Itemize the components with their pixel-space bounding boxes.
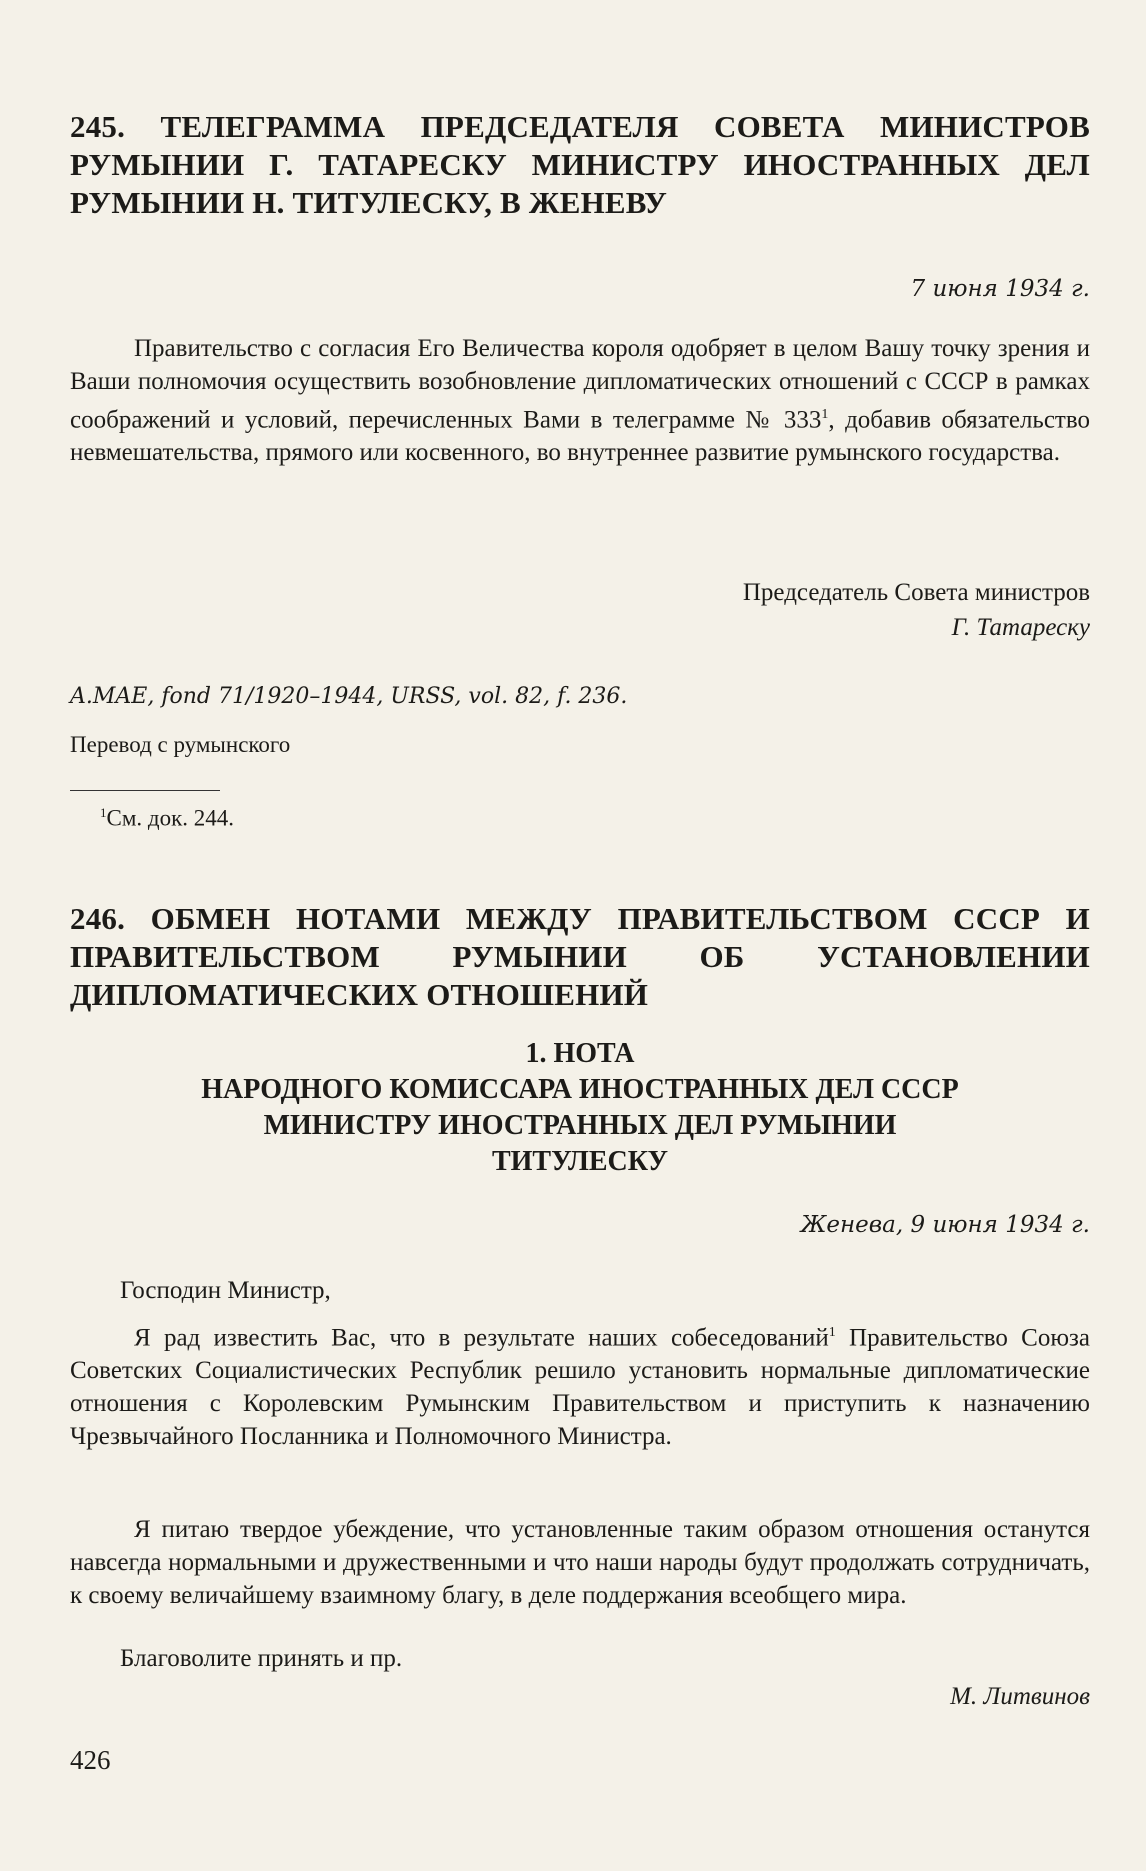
footnote-mark: 1: [100, 805, 107, 820]
doc-245-source: A.MAE, fond 71/1920–1944, URSS, vol. 82, f. 236.: [70, 684, 628, 709]
footnote-ref: 1: [821, 407, 829, 422]
doc-245-body-text-cont: , добавив обязательство невмешательства, прямого или косвенного, во внутреннее развитие румынского государства.: [70, 406, 1090, 467]
note-heading-line1: 1. НОТА: [525, 1038, 635, 1069]
doc-246-signature: М. Литвинов: [950, 1683, 1090, 1710]
p1-text: Я рад известить Вас, что в результате наших собеседований: [134, 1324, 829, 1352]
doc-245-signer-name: Г. Татареску: [951, 614, 1090, 641]
page-number: 426: [70, 1745, 111, 1775]
note-heading-line2: НАРОДНОГО КОМИССАРА ИНОСТРАННЫХ ДЕЛ СССР: [201, 1074, 959, 1105]
note-heading-line4: ТИТУЛЕСКУ: [491, 1146, 669, 1177]
doc-246-title: 246. ОБМЕН НОТАМИ МЕЖДУ ПРАВИТЕЛЬСТВОМ СССР И ПРАВИТЕЛЬСТВОМ РУМЫНИИ ОБ УСТАНОВЛЕНИИ ДИПЛОМАТИЧЕСКИХ ОТНОШЕНИЙ: [70, 901, 1090, 1012]
doc-245-footnote: [100, 805, 1120, 832]
p1-text-cont: Правительство Союза Советских Социалистических Республик решило установить нормальные дипломатические отношения с Королевским Румынским Правительством и приступить к назначению Чрезвычайного Посланника и Полномочного Министра.: [70, 1324, 1090, 1451]
note-heading: [70, 1036, 1090, 1180]
doc-245-body-text: Правительство с согласия Его Величества короля одобряет в целом Вашу точку зрения и Ваши полномочия осуществить возобновление дипломатических отношений с СССР в рамках соображений и условий, перечисленных Вами в телеграмме № 333: [70, 335, 1090, 434]
doc-245: [70, 108, 1090, 222]
doc-245-date: 7 июня 1934 г.: [910, 276, 1090, 302]
doc-246-date: Женева, 9 июня 1934 г.: [800, 1212, 1090, 1238]
doc-245-signer-title: Председатель Совета министров: [742, 579, 1090, 606]
doc-246-paragraph-1: [70, 1316, 1090, 1453]
doc-246: [70, 900, 1090, 1014]
salutation: Господин Министр,: [120, 1277, 331, 1304]
doc-246-paragraph-2: Я питаю твердое убеждение, что установленные таким образом отношения останутся навсегда нормальными и дружественными и что наши народы будут продолжать сотрудничать, к своему величайшему взаимному благу, в деле поддержания всеобщего мира.: [70, 1516, 1090, 1609]
note-heading-line3: МИНИСТРУ ИНОСТРАННЫХ ДЕЛ РУМЫНИИ: [263, 1110, 897, 1141]
translation-note: Перевод с румынского: [70, 732, 291, 757]
closing: Благоволите принять и пр.: [120, 1645, 403, 1672]
footnote-divider: [70, 790, 220, 791]
doc-245-body: [70, 332, 1090, 469]
footnote-text: См. док. 244.: [106, 805, 235, 831]
footnote-ref: 1: [828, 1325, 836, 1340]
doc-245-title: 245. ТЕЛЕГРАММА ПРЕДСЕДАТЕЛЯ СОВЕТА МИНИСТРОВ РУМЫНИИ Г. ТАТАРЕСКУ МИНИСТРУ ИНОСТРАННЫХ ДЕЛ РУМЫНИИ Н. ТИТУЛЕСКУ, В ЖЕНЕВУ: [70, 109, 1090, 220]
